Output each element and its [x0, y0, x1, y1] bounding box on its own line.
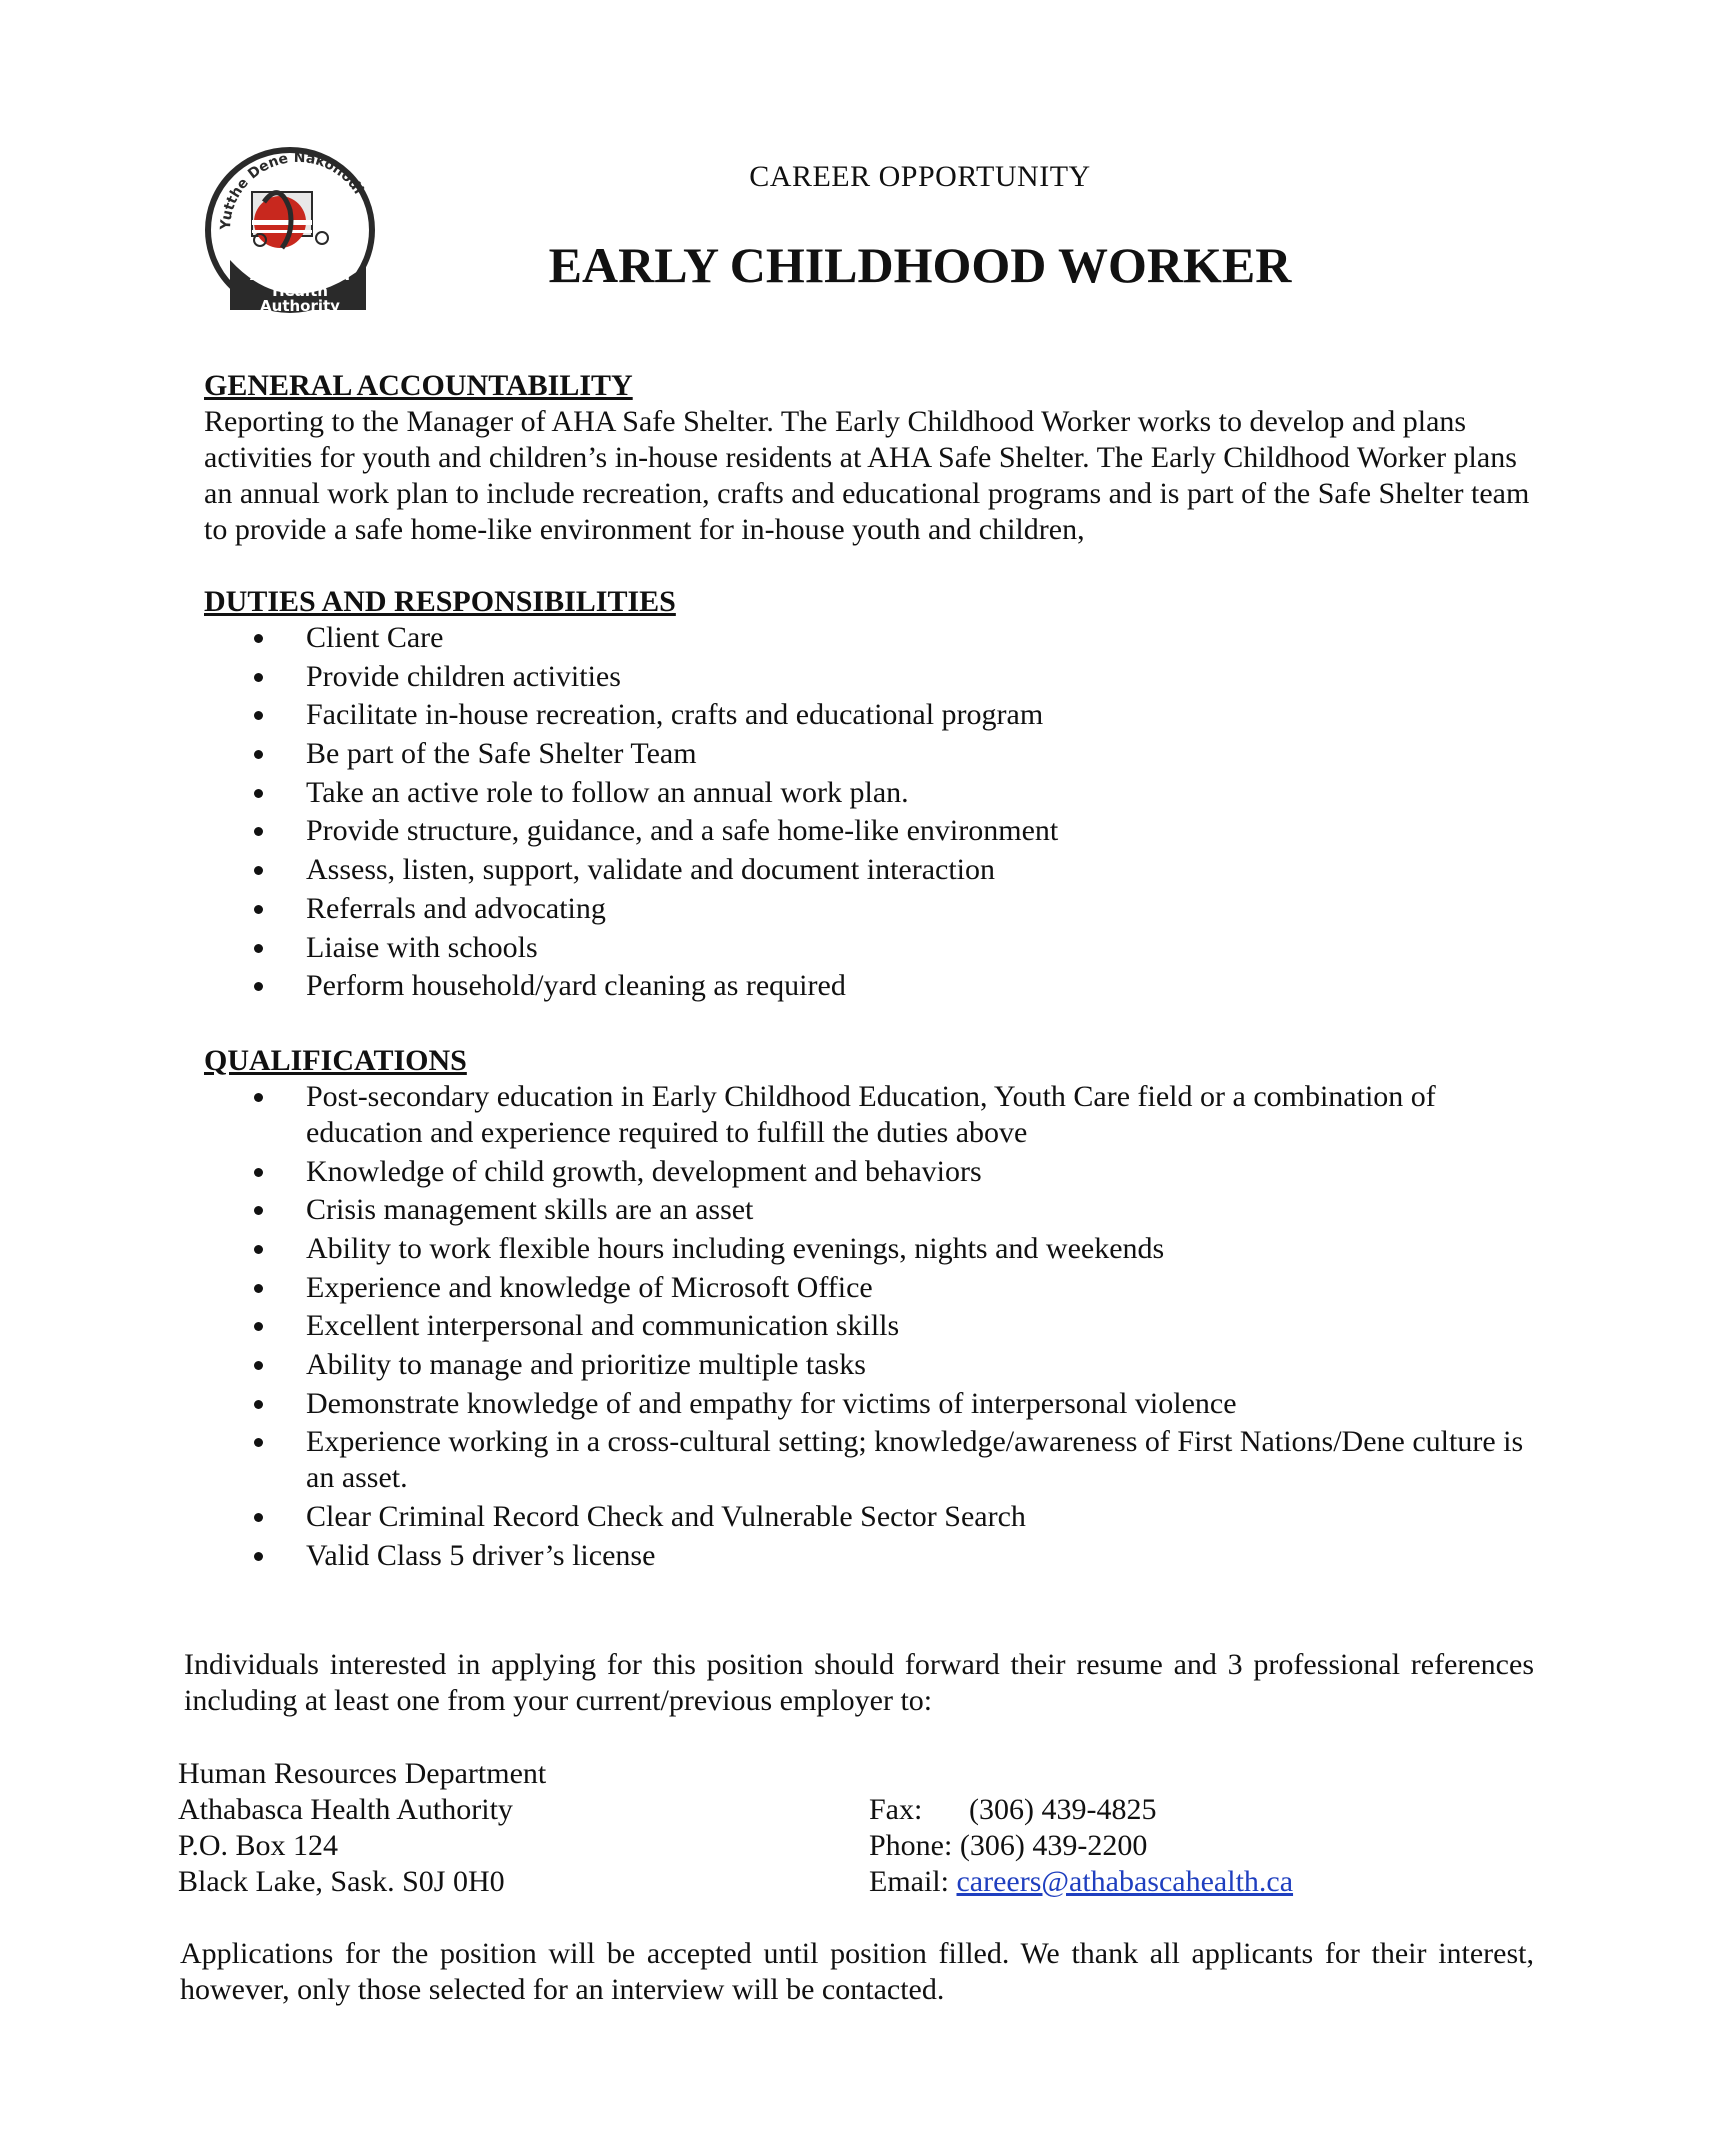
- list-item: [204, 1424, 1534, 1496]
- list-item: [204, 620, 1534, 656]
- bullet-icon: [254, 673, 263, 682]
- address-line: Human Resources Department: [178, 1757, 547, 1790]
- bullet-icon: [254, 789, 263, 798]
- logo-org-text-3: Authority: [260, 297, 340, 315]
- list-item: [204, 697, 1534, 733]
- application-instructions: Individuals interested in applying for this position should forward their resume and 3 professional references including at least one from your current/previous employer to:: [184, 1648, 1534, 1717]
- qualification-text: Demonstrate knowledge of and empathy for victims of interpersonal violence: [306, 1386, 1237, 1420]
- list-item: [204, 813, 1534, 849]
- logo-org-text-1: Athabasca: [249, 265, 351, 285]
- fax-label: Fax:: [869, 1793, 923, 1826]
- list-item: [204, 891, 1534, 927]
- duty-text: Provide structure, guidance, and a safe home-like environment: [306, 814, 1059, 848]
- duty-text: Liaise with schools: [306, 930, 538, 964]
- qualifications-list: [204, 1079, 1534, 1574]
- bullet-icon: [254, 1322, 263, 1331]
- duty-text: Take an active role to follow an annual work plan.: [306, 775, 909, 809]
- list-item: [204, 1154, 1534, 1190]
- duty-text: Be part of the Safe Shelter Team: [306, 737, 697, 771]
- list-item: [204, 968, 1534, 1004]
- address-line: Black Lake, Sask. S0J 0H0: [178, 1865, 505, 1898]
- list-item: [204, 1270, 1534, 1306]
- bullet-icon: [254, 905, 263, 914]
- career-opportunity-kicker: CAREER OPPORTUNITY: [749, 160, 1091, 193]
- list-item: [204, 852, 1534, 888]
- bullet-icon: [254, 1400, 263, 1409]
- job-title: EARLY CHILDHOOD WORKER: [548, 237, 1292, 293]
- duties-list: [204, 620, 1534, 1004]
- qualification-text: Valid Class 5 driver’s license: [306, 1538, 656, 1572]
- bullet-icon: [254, 1206, 263, 1215]
- bullet-icon: [254, 944, 263, 953]
- list-item: [204, 1538, 1534, 1574]
- list-item: [204, 1079, 1534, 1151]
- bullet-icon: [254, 982, 263, 991]
- address-line: Athabasca Health Authority: [178, 1793, 513, 1826]
- bullet-icon: [254, 1552, 263, 1561]
- qualification-text: Ability to manage and prioritize multiple tasks: [306, 1348, 866, 1381]
- logo-arc-text: Yutthe Dene Nakohodi: [217, 149, 367, 231]
- qualification-text: Knowledge of child growth, development and behaviors: [306, 1154, 982, 1188]
- qualification-text: Clear Criminal Record Check and Vulnerable Sector Search: [306, 1500, 1026, 1534]
- qualification-text: Experience working in a cross-cultural setting; knowledge/awareness of First Nations/Dene culture is an asset.: [306, 1425, 1524, 1495]
- duty-text: Provide children activities: [306, 659, 621, 693]
- list-item: [204, 930, 1534, 966]
- bullet-icon: [254, 1438, 263, 1447]
- bullet-icon: [254, 1361, 263, 1370]
- athabasca-health-authority-logo: [190, 120, 390, 320]
- bullet-icon: [254, 827, 263, 836]
- list-item: [204, 1308, 1534, 1344]
- phone-row: [869, 1828, 1293, 1864]
- qualification-text: Crisis management skills are an asset: [306, 1193, 754, 1227]
- qualification-text: Excellent interpersonal and communication skills: [306, 1309, 900, 1343]
- bullet-icon: [254, 866, 263, 875]
- qualification-text: Ability to work flexible hours including evenings, nights and weekends: [306, 1231, 1165, 1265]
- bullet-icon: [254, 1093, 263, 1102]
- fax-number: (306) 439-4825: [969, 1793, 1157, 1826]
- list-item: [204, 1231, 1534, 1267]
- email-row: [869, 1864, 1293, 1900]
- list-item: [204, 1192, 1534, 1228]
- contact-details: [869, 1792, 1293, 1900]
- list-item: [204, 1386, 1534, 1422]
- email-label: Email:: [869, 1865, 949, 1898]
- list-item: [204, 1347, 1534, 1383]
- bullet-icon: [254, 1245, 263, 1254]
- bullet-icon: [254, 711, 263, 720]
- mailing-address: [178, 1756, 546, 1900]
- bullet-icon: [254, 634, 263, 643]
- general-accountability-text: Reporting to the Manager of AHA Safe Shelter. The Early Childhood Worker works to develop and plans activities for youth and children’s in-house residents at AHA Safe Shelter. The Early Childhood Worker plans an annual work plan to include recreation, crafts and educational programs and is part of the Safe Shelter team to provide a safe home-like environment for in-house youth and children,: [204, 405, 1530, 546]
- address-line: P.O. Box 124: [178, 1829, 339, 1862]
- duty-text: Assess, listen, support, validate and document interaction: [306, 853, 996, 887]
- duty-text: Perform household/yard cleaning as required: [306, 969, 846, 1003]
- bullet-icon: [254, 1168, 263, 1177]
- qualifications-heading: QUALIFICATIONS: [204, 1043, 467, 1077]
- general-accountability-heading: GENERAL ACCOUNTABILITY: [204, 369, 633, 402]
- email-link[interactable]: careers@athabascahealth.ca: [956, 1865, 1294, 1898]
- list-item: [204, 736, 1534, 772]
- list-item: [204, 1499, 1534, 1535]
- duty-text: Client Care: [306, 621, 444, 654]
- duties-heading: DUTIES AND RESPONSIBILITIES: [204, 585, 676, 618]
- phone-label: Phone:: [869, 1829, 953, 1862]
- phone-number: (306) 439-2200: [959, 1829, 1148, 1862]
- list-item: [204, 775, 1534, 811]
- qualification-text: Post-secondary education in Early Childhood Education, Youth Care field or a combination of education and experience required to fulfill the duties above: [306, 1079, 1436, 1149]
- bullet-icon: [254, 750, 263, 759]
- list-item: [204, 659, 1534, 695]
- bullet-icon: [254, 1513, 263, 1522]
- closing-statement: Applications for the position will be accepted until position filled. We thank all applicants for their interest, however, only those selected for an interview will be contacted.: [180, 1937, 1534, 2006]
- logo-org-text-2: Health: [272, 282, 328, 300]
- fax-row: [869, 1792, 1293, 1828]
- posting-body: [204, 368, 1534, 1576]
- qualification-text: Experience and knowledge of Microsoft Office: [306, 1270, 873, 1304]
- duty-text: Referrals and advocating: [306, 891, 606, 925]
- bullet-icon: [254, 1284, 263, 1293]
- duty-text: Facilitate in-house recreation, crafts and educational program: [306, 698, 1044, 732]
